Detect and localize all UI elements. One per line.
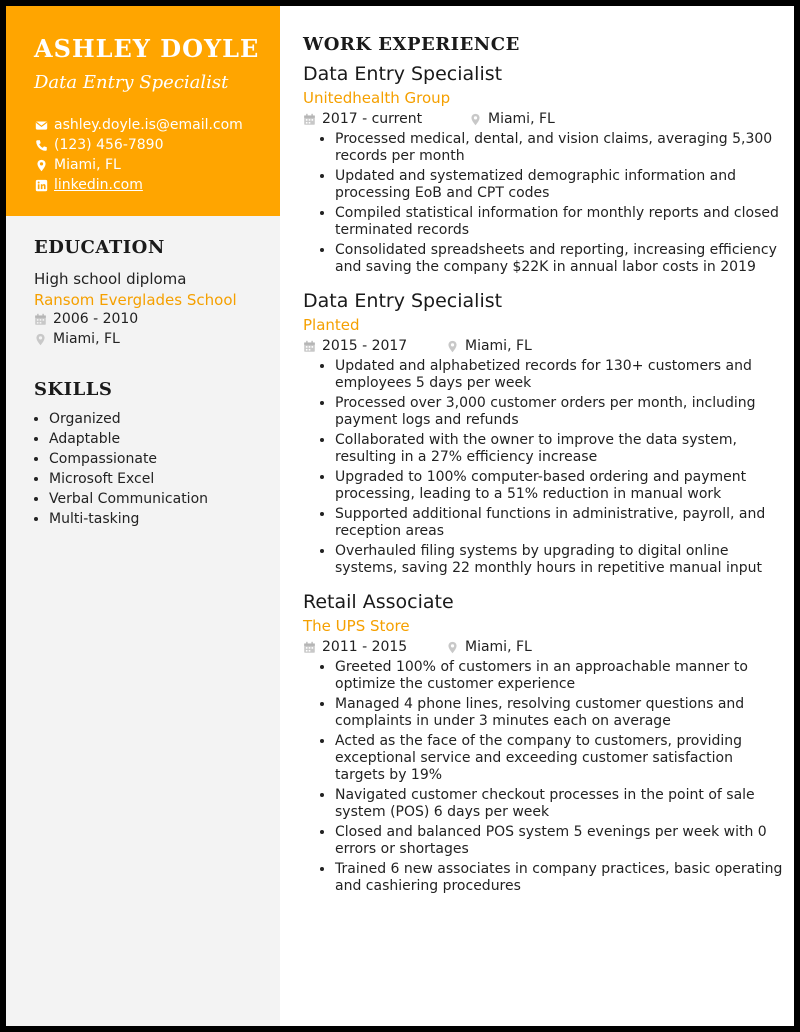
- job-meta: [303, 109, 783, 129]
- calendar-icon: [303, 340, 316, 353]
- job-entry: [303, 63, 783, 276]
- job-bullet: • Compiled statistical information for monthly reports and closed terminated records: [335, 205, 783, 239]
- email-text: ashley.doyle.is@email.com: [54, 117, 243, 133]
- job-dates-text: 2011 - 2015: [322, 639, 408, 655]
- main-column: [303, 34, 783, 898]
- phone-text: (123) 456-7890: [54, 137, 164, 153]
- job-bullet: • Updated and alphabetized records for 130+ customers and employees 5 days per week: [335, 358, 783, 392]
- contact-linkedin[interactable]: [34, 175, 243, 195]
- job-bullets: [303, 358, 783, 577]
- job-location-text: Miami, FL: [488, 111, 555, 127]
- job-bullets: [303, 659, 783, 895]
- skill-item: • Adaptable: [49, 429, 274, 449]
- education-location: [34, 329, 274, 349]
- job-bullet: • Trained 6 new associates in company practices, basic operating and cashiering procedures: [335, 861, 783, 895]
- envelope-icon: [34, 118, 48, 132]
- map-pin-icon: [446, 641, 459, 654]
- job-dates-text: 2017 - current: [322, 111, 423, 127]
- linkedin-icon: [34, 178, 48, 192]
- skill-item: • Microsoft Excel: [49, 469, 274, 489]
- job-entry: [303, 290, 783, 577]
- skill-item: • Compassionate: [49, 449, 274, 469]
- job-location: [446, 338, 532, 354]
- job-bullet: • Navigated customer checkout processes in the point of sale system (POS) 6 days per week: [335, 787, 783, 821]
- company-name: Planted: [303, 316, 360, 334]
- job-bullet: • Supported additional functions in administrative, payroll, and reception areas: [335, 506, 783, 540]
- map-pin-icon: [469, 113, 482, 126]
- job-title: Retail Associate: [303, 591, 454, 613]
- map-pin-icon: [446, 340, 459, 353]
- education-heading: EDUCATION: [34, 237, 165, 258]
- skills-section: [34, 379, 274, 529]
- calendar-icon: [303, 641, 316, 654]
- job-title: Data Entry Specialist: [303, 63, 503, 85]
- company-name: Unitedhealth Group: [303, 89, 451, 107]
- skills-list: [34, 409, 274, 529]
- job-bullet: • Updated and systematized demographic information and processing EoB and CPT codes: [335, 168, 783, 202]
- job-bullet: • Upgraded to 100% computer-based ordering and payment processing, leading to a 51% reduction in manual work: [335, 469, 783, 503]
- contact-list: [34, 115, 243, 195]
- experience-heading: WORK EXPERIENCE: [303, 34, 520, 55]
- job-dates-text: 2015 - 2017: [322, 338, 408, 354]
- skills-heading: SKILLS: [34, 379, 113, 400]
- education-dates: [34, 309, 274, 329]
- location-text: Miami, FL: [54, 157, 121, 173]
- candidate-title: Data Entry Specialist: [34, 72, 229, 93]
- sidebar: [6, 6, 280, 1026]
- candidate-name: ASHLEY DOYLE: [34, 34, 260, 63]
- degree: High school diploma: [34, 270, 187, 288]
- job-meta: [303, 637, 783, 657]
- job-bullet: • Processed medical, dental, and vision claims, averaging 5,300 records per month: [335, 131, 783, 165]
- job-bullet: • Consolidated spreadsheets and reporting, increasing efficiency and saving the company $22K in annual labor costs in 2019: [335, 242, 783, 276]
- education-section: [34, 237, 274, 349]
- job-title: Data Entry Specialist: [303, 290, 503, 312]
- job-dates: [303, 111, 469, 127]
- phone-icon: [34, 138, 48, 152]
- map-pin-icon: [34, 158, 48, 172]
- calendar-icon: [303, 113, 316, 126]
- school-name: Ransom Everglades School: [34, 291, 237, 309]
- skill-item: • Organized: [49, 409, 274, 429]
- job-meta: [303, 336, 783, 356]
- job-bullet: • Acted as the face of the company to customers, providing exceptional service and exceeding customer satisfaction targets by 19%: [335, 733, 783, 784]
- header-block: [6, 6, 280, 216]
- contact-location: [34, 155, 243, 175]
- skill-item: • Multi-tasking: [49, 509, 274, 529]
- job-bullet: • Collaborated with the owner to improve the data system, resulting in a 27% efficiency increase: [335, 432, 783, 466]
- education-dates-text: 2006 - 2010: [53, 311, 139, 327]
- job-entry: [303, 591, 783, 895]
- skill-item: • Verbal Communication: [49, 489, 274, 509]
- job-bullet: • Greeted 100% of customers in an approachable manner to optimize the customer experience: [335, 659, 783, 693]
- job-location: [469, 111, 555, 127]
- job-bullet: • Overhauled filing systems by upgrading to digital online systems, saving 22 monthly hours in repetitive manual input: [335, 543, 783, 577]
- map-pin-icon: [34, 333, 47, 346]
- contact-email[interactable]: [34, 115, 243, 135]
- job-bullet: • Processed over 3,000 customer orders per month, including payment logs and refunds: [335, 395, 783, 429]
- job-dates: [303, 338, 446, 354]
- calendar-icon: [34, 313, 47, 326]
- education-location-text: Miami, FL: [53, 331, 120, 347]
- company-name: The UPS Store: [303, 617, 410, 635]
- job-location-text: Miami, FL: [465, 639, 532, 655]
- job-bullet: • Managed 4 phone lines, resolving customer questions and complaints in under 3 minutes each on average: [335, 696, 783, 730]
- job-bullets: [303, 131, 783, 276]
- job-bullet: • Closed and balanced POS system 5 evenings per week with 0 errors or shortages: [335, 824, 783, 858]
- job-dates: [303, 639, 446, 655]
- resume-page: [6, 6, 794, 1026]
- job-location: [446, 639, 532, 655]
- contact-phone[interactable]: [34, 135, 243, 155]
- job-location-text: Miami, FL: [465, 338, 532, 354]
- linkedin-link[interactable]: linkedin.com: [54, 177, 143, 193]
